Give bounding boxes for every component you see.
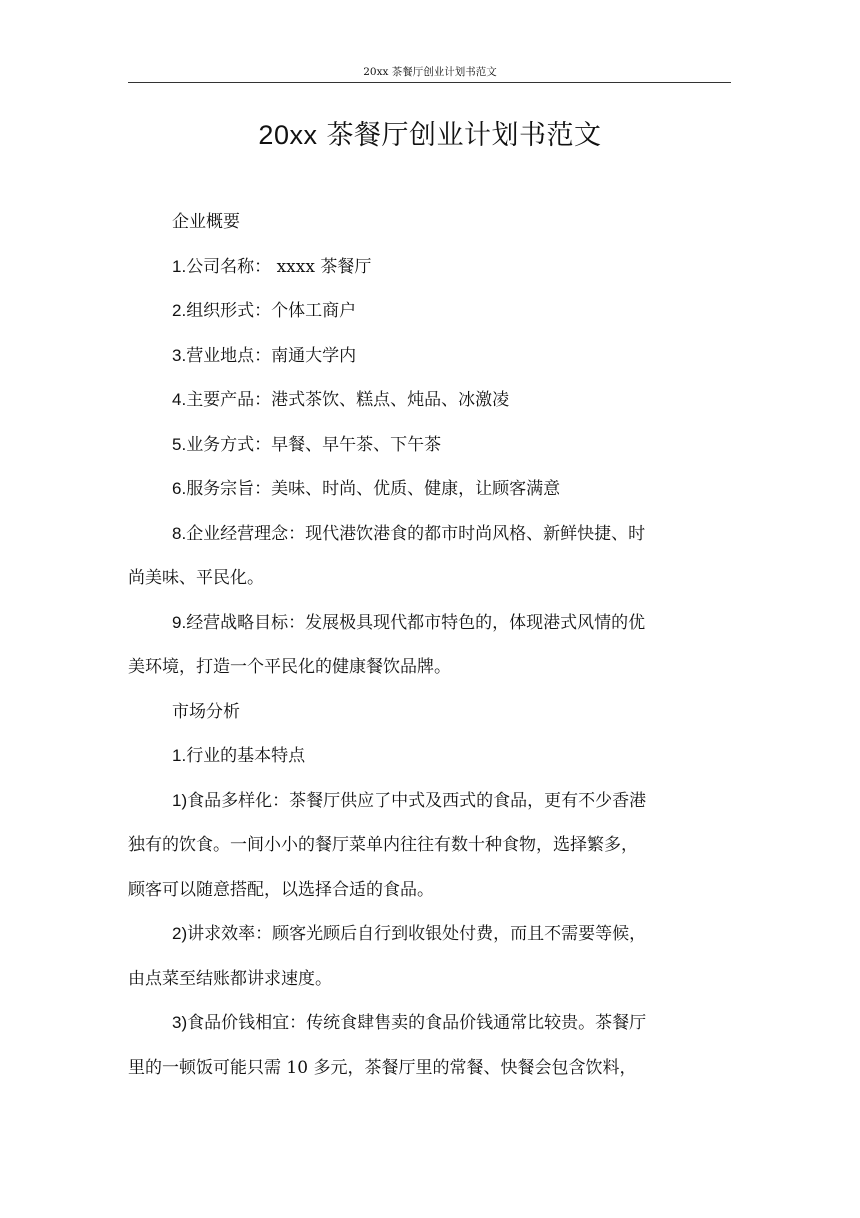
paragraph-continuation: 里的一顿饭可能只需 10 多元，茶餐厅里的常餐、快餐会包含饮料， xyxy=(128,1057,637,1078)
title-text: 茶餐厅创业计划书范文 xyxy=(317,120,602,151)
paragraph: 4.主要产品：港式茶饮、糕点、炖品、冰激凌 xyxy=(172,390,510,410)
paragraph: 1.公司名称： xxxx 茶餐厅 xyxy=(172,256,372,277)
title-prefix: 20xx xyxy=(258,120,318,150)
section-heading-overview: 企业概要 xyxy=(172,212,240,232)
paragraph: 2.组织形式：个体工商户 xyxy=(172,301,357,321)
paragraph-continuation: 由点菜至结账都讲求速度。 xyxy=(128,968,332,989)
paragraph: 5.业务方式：早餐、早午茶、下午茶 xyxy=(172,434,442,455)
paragraph: 9.经营战略目标：发展极具现代都市特色的，体现港式风情的优 xyxy=(172,612,646,633)
document-title xyxy=(0,113,860,152)
paragraph-continuation: 美环境，打造一个平民化的健康餐饮品牌。 xyxy=(128,657,451,677)
document-body xyxy=(128,200,708,1090)
paragraph-continuation: 独有的饮食。一间小小的餐厅菜单内往往有数十种食物，选择繁多， xyxy=(128,835,638,855)
paragraph-continuation: 顾客可以随意搭配，以选择合适的食品。 xyxy=(128,879,434,900)
paragraph: 3.营业地点：南通大学内 xyxy=(172,345,357,366)
section-heading-market: 市场分析 xyxy=(172,701,240,722)
paragraph: 1)食品多样化：茶餐厅供应了中式及西式的食品，更有不少香港 xyxy=(172,790,647,811)
paragraph-continuation: 尚美味、平民化。 xyxy=(128,568,264,588)
paragraph: 6.服务宗旨：美味、时尚、优质、健康，让顾客满意 xyxy=(172,479,561,499)
running-header: 20xx 茶餐厅创业计划书范文 xyxy=(363,66,497,78)
paragraph: 8.企业经营理念：现代港饮港食的都市时尚风格、新鲜快捷、时 xyxy=(172,523,646,544)
paragraph: 1.行业的基本特点 xyxy=(172,746,306,766)
paragraph: 2)讲求效率：顾客光顾后自行到收银处付费，而且不需要等候， xyxy=(172,924,647,944)
paragraph: 3)食品价钱相宜：传统食肆售卖的食品价钱通常比较贵。茶餐厅 xyxy=(172,1013,647,1033)
header-divider xyxy=(128,82,731,83)
